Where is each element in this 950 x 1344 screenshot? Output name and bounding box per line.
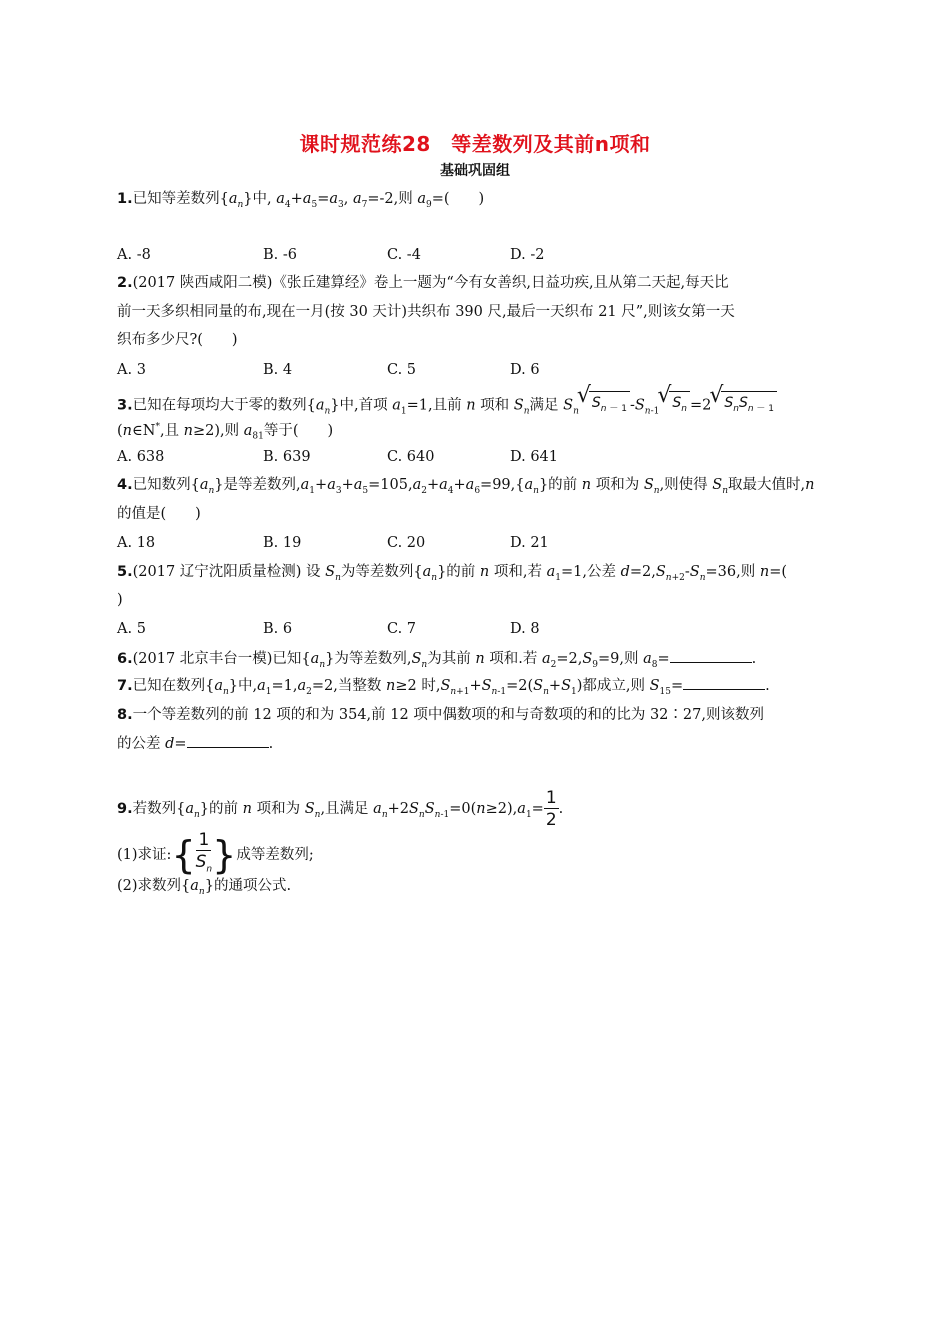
fraction-one-half: $\frac{1}{2}$: [545, 788, 557, 830]
answer-blank[interactable]: [683, 675, 765, 690]
question-8-line-1: 8.一个等差数列的前 12 项的和为 354,前 12 项中偶数项的和与奇数项的和的比为 32∶27,则该数列: [117, 707, 764, 723]
q3-option-b: B. 639: [263, 449, 311, 465]
q2-option-b: B. 4: [263, 362, 293, 378]
question-5-line-1: 5.(2017 辽宁沈阳质量检测) 设 $S_n$为等差数列$\{a_n\}$的前 n 项和,若 $a_1=1$,公差 $d=2,S_{n+2}-S_n=36$,则 n=(: [117, 564, 787, 583]
q3-option-d: D. 641: [510, 449, 559, 465]
question-5-line-2: ): [117, 592, 123, 608]
question-3-line-2: (n∈N*,且 n≥2),则 $a_{81}$等于( ): [117, 422, 334, 442]
q2-option-a: A. 3: [117, 362, 146, 378]
question-7: 7.已知在数列$\{a_n\}$中$,a_1=1,a_2=2$,当整数 n≥2 时$,S_{n+1}+S_{n-1}=2(S_n+S_1)$都成立,则 $S_{15}=$ .: [117, 675, 837, 703]
q1-option-d: D. -2: [510, 247, 545, 263]
question-1: 1.已知等差数列$\{a_n\}$中, $a_4+a_5=a_3$, $a_7=-2$,则 $a_9=$( ): [117, 191, 485, 210]
question-6: 6.(2017 北京丰台一模)已知$\{a_n\}$为等差数列$,S_n$为其前 n 项和.若 $a_2=2,S_9=9$,则 $a_8=$ .: [117, 648, 837, 676]
right-brace: }: [212, 833, 237, 878]
q5-option-a: A. 5: [117, 621, 146, 637]
q2-option-c: C. 5: [387, 362, 417, 378]
sqrt-expression: √ $S_nS_{n - 1}$: [711, 391, 777, 420]
q1-option-b: B. -6: [263, 247, 297, 263]
answer-blank[interactable]: [187, 733, 269, 748]
left-brace: {: [171, 833, 196, 878]
q4-option-a: A. 18: [117, 535, 156, 551]
q1-option-c: C. -4: [387, 247, 421, 263]
question-4-line-1: 4.已知数列$\{a_n\}$是等差数列$,a_1+a_3+a_5=105,a_2+a_4+a_6=99,\{a_n\}$的前 n 项和为 $S_n$,则使得 $S_n$取最大值时,n: [117, 477, 815, 496]
question-9-part-2: (2)求数列$\{a_n\}$的通项公式.: [117, 878, 292, 897]
question-9: 9.若数列$\{a_n\}$的前 n 项和为 $S_n$,且满足 $a_n+2S_nS_{n-1}=0(n\ge 2),a_1=$ $\frac{1}{2}$ .: [117, 788, 564, 830]
fraction-one-over-sn: $\frac{1}{S_n}$: [195, 830, 213, 875]
sqrt-expression: √ $S_n$: [659, 391, 690, 420]
q4-option-d: D. 21: [510, 535, 549, 551]
q3-option-c: C. 640: [387, 449, 435, 465]
question-2-line-3: 织布多少尺?( ): [117, 332, 238, 348]
question-2-line-1: 2.(2017 陕西咸阳二模)《张丘建算经》卷上一题为“今有女善织,日益功疾,且从第二天起,每天比: [117, 275, 729, 291]
answer-blank[interactable]: [670, 648, 752, 663]
section-subtitle: 基础巩固组: [440, 163, 510, 179]
q4-option-b: B. 19: [263, 535, 302, 551]
question-9-part-1: (1)求证:{ $\frac{1}{S_n}$ }成等差数列;: [117, 830, 837, 880]
q5-option-b: B. 6: [263, 621, 293, 637]
question-4-line-2: 的值是( ): [117, 506, 201, 522]
question-8-line-2: 的公差 d= .: [117, 733, 837, 755]
q2-option-d: D. 6: [510, 362, 540, 378]
q4-option-c: C. 20: [387, 535, 426, 551]
sqrt-expression: √ $S_{n - 1}$: [579, 391, 630, 420]
q1-option-a: A. -8: [117, 247, 151, 263]
page-title: 课时规范练28 等差数列及其前n项和: [299, 132, 651, 156]
q3-option-a: A. 638: [117, 449, 165, 465]
question-2-line-2: 前一天多织相同量的布,现在一月(按 30 天计)共织布 390 尺,最后一天织布 21 尺”,则该女第一天: [117, 304, 735, 320]
q5-option-c: C. 7: [387, 621, 417, 637]
question-3-line-1: 3.已知在每项均大于零的数列$\{a_n\}$中,首项 $a_1=1$,且前 n 项和 $S_n$满足 $S_n√$ $S_{n - 1}$ $-S_{n-1}√$ $S_n =2√$ $S_nS_{n - 1}$: [117, 391, 837, 422]
q5-option-d: D. 8: [510, 621, 540, 637]
